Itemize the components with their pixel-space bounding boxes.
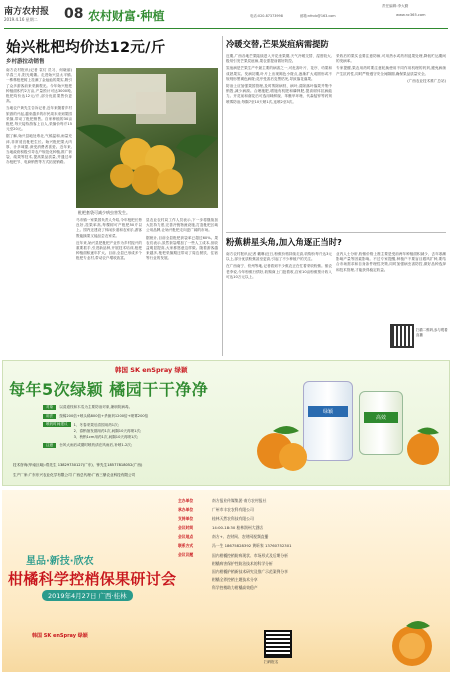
section-divider: [226, 232, 446, 233]
orange-fruit-illustration: [399, 421, 449, 471]
ad-row-dosage: [43, 412, 243, 421]
ad-value: 按稀200倍+喷头稀800倍+杀菌剂1200倍+喷雾200倍: [59, 414, 149, 418]
newspaper-logo: 南方农村报: [4, 7, 50, 17]
masthead-website: www.nc365.com: [396, 13, 426, 17]
qr-code[interactable]: [390, 324, 414, 348]
ad-rows: [43, 403, 243, 450]
ad-row-usage: [43, 422, 243, 440]
agenda-item: 科学控梢助力柑橘高效稳产: [212, 585, 258, 590]
paragraph: 当地农户黄先生告诉记者,近年来随着乡村旅游的兴起,越来越多的市民周末来到果园采摘,带动了枇杷销售。自家种植的30亩枇杷,每天接待游客上百人,采摘价每斤15元至20元。: [6, 106, 72, 132]
article-mango-col2: [336, 54, 446, 232]
article-loquat-subtitle: 乡村游拉动销售: [6, 59, 45, 65]
masthead: [0, 0, 452, 30]
list-item: 2、春梢抽发期用药1次,间隔10天再喷1次;: [73, 429, 142, 433]
qr-label: 扫码报名: [264, 660, 279, 664]
ad-seminar: [2, 490, 450, 672]
organizer-row: [178, 505, 438, 514]
seminar-sponsor: 韩国 SK enSpray 绿颖: [32, 633, 88, 639]
organizer-label: 会议地点: [178, 533, 194, 539]
article-banana-col1: [226, 252, 332, 356]
paragraph: 据统计,目前全县枇杷套袋率已超过60%。果农们表示,虽然套袋增加了一些人工成本,但收益明显提高,大家都愿意这样做。随着游客越来越多,枇杷采摘期还带动了周边餐饮、住宿等行业的发展。: [146, 235, 218, 261]
paragraph: 业内人士分析,粉蕉价格上涨主要是受前两年种植面积减少、去年寒潮影响产量等因素影响。不过专家提醒,种植户不要盲目跟风扩种,要结合市场需求和自身条件理性决策,同时加强病虫害防控,做好品种选择和技术管理,才能获得稳定收益。: [336, 252, 446, 272]
ad-row-target: [43, 403, 243, 412]
ad-contact: 技术咨询(华南区域):郑先生 13829730127(广东)、钟先生18577818052(广西): [13, 463, 143, 467]
organizer-value: 广州市丰农农科有限公司: [212, 506, 254, 512]
paragraph: 专家提醒,果农用药时要注意轮换使用不同作用机理的药剂,避免病菌产生抗药性,同时严格遵守安全间隔期,确保果品质量安全。: [336, 66, 446, 76]
ad-row-note: [43, 441, 243, 450]
ad-slogan: 每年5次绿颖 橘园干干净净: [9, 380, 209, 399]
organizer-label: 主办单位: [178, 497, 194, 503]
qr-caption: 扫描二维码,参与观看直播: [416, 328, 448, 337]
issue-date: 2019.4.16 星期二: [4, 17, 38, 22]
ad-value: 台风大雨后或期时喷药请在风雨后,补喷1-2次;: [59, 443, 133, 447]
page-number: 08: [64, 6, 84, 22]
masthead-email: 邮箱:nfncb@163.com: [300, 14, 336, 18]
ad-company: 生产厂家:广东东兴农业化学有限公司 广西总代理:广西三鼎农业科技有限公司: [13, 473, 136, 477]
agenda-item: 柑橘全养控梢主题技术分享: [212, 577, 258, 582]
paragraph: 据了解,始兴县地处粤北,气候温和,雨量充沛,非常适宜枇杷生长。始兴枇杷果大肉厚、汁多味甜,深受消费者喜爱。近年来,当地政府积极引导农户规范化种植,推广套袋、疏果等技术,提高果品质量,并通过举办枇杷节、电商销售等方式拓宽销路。: [6, 134, 72, 165]
ad-label: 注意: [43, 443, 56, 448]
article-banana-col2: [336, 252, 446, 324]
orange-fruit-illustration: [382, 616, 442, 668]
masthead-editor: 责任编辑:李大勤: [382, 4, 409, 8]
organizer-label: 承办单位: [178, 506, 194, 512]
product-bottle: [359, 391, 403, 455]
organizer-row: [178, 541, 438, 550]
product-label: 绿颖: [308, 406, 348, 417]
seminar-info: [178, 496, 438, 592]
organizer-label: 会议时间: [178, 524, 194, 530]
article-loquat-col3: [146, 218, 218, 358]
ad-brand: 韩国 SK enSpray 绿颖: [115, 366, 188, 374]
masthead-rule: [4, 28, 448, 29]
paragraph: 防治上应加强果园管理,及时剪除病枝、病叶,清除落叶落果并集中销毁,减少病源。合理施肥,增施有机肥和磷钾肥,提高树体抗病能力。开花前和谢花后可选用咪鲜胺、苯醚甲环唑、代森锰锌等药剂喷雾防治,每隔7至10天喷1次,连喷2至3次。: [226, 84, 332, 104]
agenda: [178, 552, 438, 592]
organizer-row: [178, 514, 438, 523]
loquat-photo: [76, 68, 218, 208]
seminar-tagline: 星品·新技·欣农: [26, 556, 94, 567]
organizer-row: [178, 532, 438, 541]
article-mango-col1: [226, 54, 332, 232]
organizer-value: 南方+、农财网、农财网视频直播: [212, 533, 269, 539]
organizer-value: 冯一生 18675828392 黄昕家 13760752301: [212, 542, 292, 548]
organizer-row: [178, 496, 438, 505]
agenda-item: 柑橘病害保护性防治技术的科学分析: [212, 561, 273, 566]
organizer-label: 联系方式: [178, 542, 194, 548]
loquat-photo-caption: 枇杷套袋可减少病虫害发生。: [78, 210, 130, 215]
product-label: 高效: [364, 412, 398, 423]
seminar-title: 柑橘科学控梢保果研讨会: [8, 570, 177, 588]
paragraph: 近年来,始兴县把枇杷产业作为乡村振兴的重要抓手,引进新品种,开展技术培训,枇杷种植面积逐年扩大。目前,全县已形成多个枇杷专业村,带动农户增收致富。: [76, 240, 142, 261]
agenda-label: 会议议题: [178, 552, 194, 557]
seminar-date: 2019年4月27日 广西·桂林: [42, 590, 133, 601]
paragraph: 炭疽病是芒果生产中最主要的病害之一,可危害叶片、花序、幼果和成熟果实。发病初期,叶片上出现褐色小斑点,逐渐扩大成圆形或不规则形黑褐色病斑;花序受害后变黑枯死,导致落花落果。: [226, 66, 332, 81]
ad-value: 以清道枝和木瓜为主要防治对象,兼职防病毒。: [59, 405, 133, 409]
article-loquat-col2: [76, 218, 142, 358]
agenda-item: 国内柑橘控梢防病现状、市场形式及后期分析: [212, 553, 288, 558]
masthead-phone: 电话:020-87373998: [250, 14, 283, 18]
paragraph: 采收后的果实也要注意防病,可用热水或药剂浸果处理,降低贮运期间的发病率。: [336, 54, 446, 64]
paragraph: 南方农村报讯(记者 戴琳)近日,粉蕉价格持续走高,收购价每斤达3元以上,部分优质粉蕉甚至更高,引起了不少种植户的关注。: [226, 252, 332, 262]
paragraph: 在广西南宁、钦州等地,记者看到不少蕉农正在忙着采收粉蕉。蕉农老李说,今年粉蕉行情好,收购商上门抢着收,自家10亩粉蕉预计收入可达10万元以上。: [226, 264, 332, 279]
article-banana-headline: 粉蕉耕星头角,加入角逐正当时?: [226, 237, 342, 247]
ad-label: 对象: [43, 405, 56, 410]
orange-fruit-illustration: [253, 417, 313, 477]
ad-usage-list: [74, 422, 142, 440]
paragraph: 县农业农村局工作人员表示,下一步将继续加大扶持力度,完善冷链物流设施,打造枇杷区域公用品牌,让始兴枇杷走向更广阔的市场。: [146, 218, 218, 233]
paragraph: (广西农业技术推广总站): [407, 78, 446, 83]
list-item: 1、冬春采果后清园用药1次;: [73, 423, 119, 427]
list-item: 3、秋梢1cm用药1次,间隔10天再喷1次;: [73, 435, 139, 439]
qr-code[interactable]: [264, 630, 292, 658]
ad-label: 用法: [43, 414, 56, 419]
article-loquat-col1: [6, 68, 72, 358]
ad-pesticide: [2, 360, 450, 486]
section-title: 农村财富·种植: [88, 9, 165, 23]
ad-label: 喷药时间建议: [43, 422, 71, 427]
paragraph: 马市镇一家果园负责人介绍,今年枇杷长势良好,挂果率高,每棵树可产枇杷50斤以上。园内还建设了休闲步道和农家乐,游客既能摘果又能品尝农家菜。: [76, 218, 142, 238]
paragraph: 南方农村报讯(记者 袁灯 员习、何晓丽)早春三月,阳光明媚。走进始兴县太平镇,一株株枇杷树上挂满了金灿灿的果实,吸引了众多游客前来采摘观光。今年始兴枇杷种植面积约2万亩,产量预计可达3000吨,枇杷均价达12元/斤,部分优质果售价更高。: [6, 68, 72, 104]
article-loquat-headline: 始兴枇杷均价达12元/斤: [6, 40, 166, 56]
organizer-value: 南方报业传媒集团·南方农村报社: [212, 497, 267, 503]
article-mango-headline: 冷暖交替,芒果炭疽病需提防: [226, 39, 329, 49]
agenda-item: 国内柑橘护梢新技术研究及推广示范案例分享: [212, 569, 288, 574]
organizer-row: [178, 523, 438, 532]
organizer-value: 桂林天然农科技有限公司: [212, 515, 254, 521]
column-divider: [222, 36, 223, 356]
organizer-label: 支持单位: [178, 515, 194, 521]
agenda-list: [212, 552, 288, 592]
paragraph: 近期,广西各地芒果陆续进入开花坐果期,天气冷暖交替、湿度较大,极易引发芒果炭疽病,果农需提前做好防控。: [226, 54, 332, 64]
organizer-value: 14:00-18:30 桂林润州大酒店: [212, 524, 264, 530]
